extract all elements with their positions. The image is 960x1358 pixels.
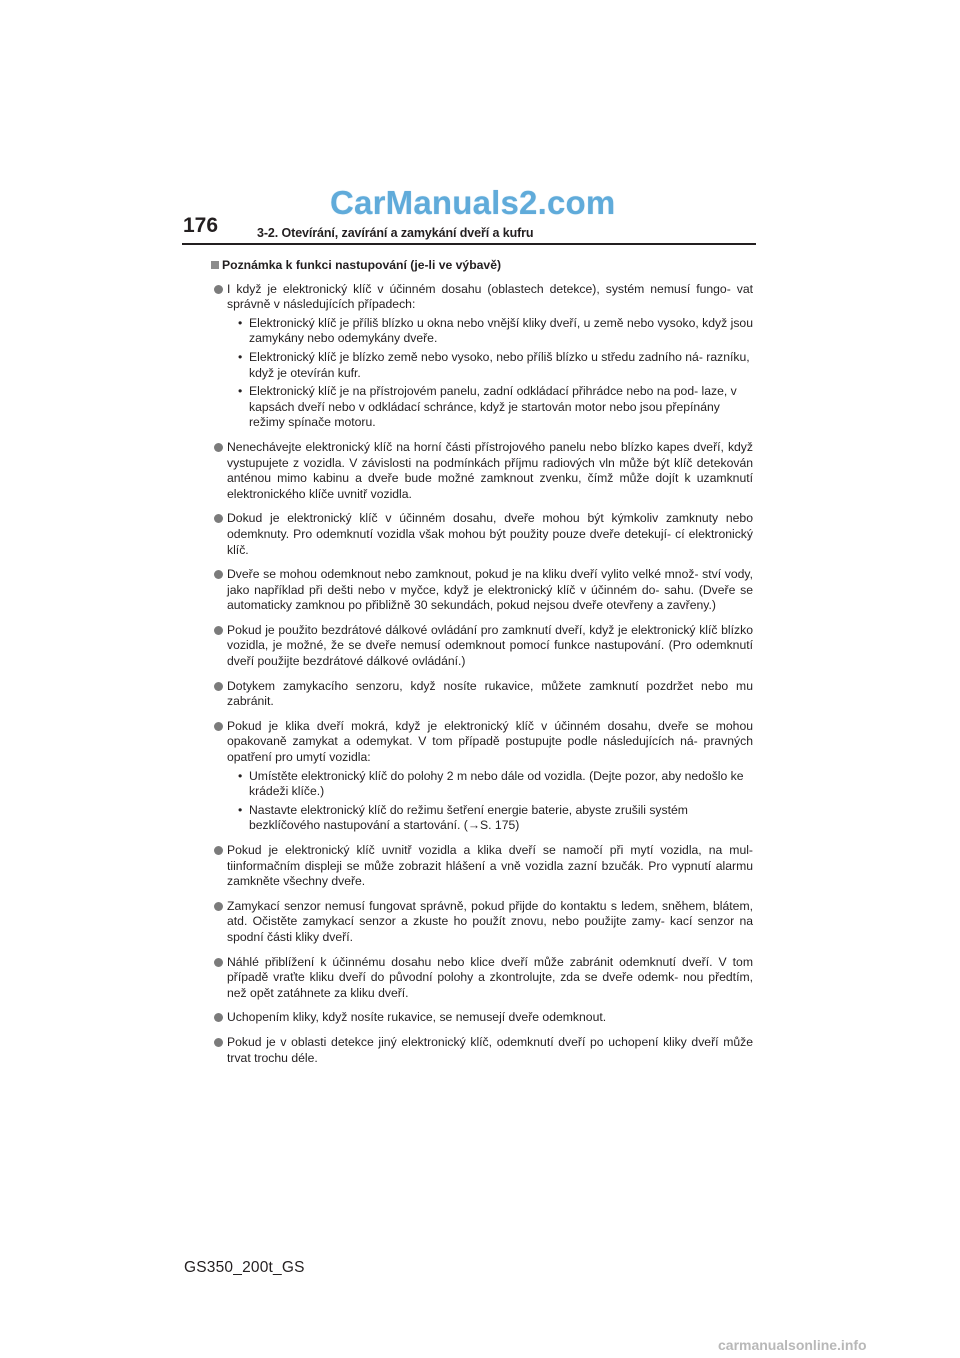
- list-item: [211, 623, 753, 670]
- list-item-text: Nenechávejte elektronický klíč na horní části přístrojového panelu nebo blízko kapes dveří, když vystupujete z vozidla. V závislosti na podmínkách příjmu radiových vln může být klíč detekován anténou mimo kabinu a dveře bude možné zamknout zvenku, čímž může dojít k uzamknutí elektronického klíče uvnitř vozidla.: [227, 439, 753, 501]
- list-item-text: Uchopením kliky, když nosíte rukavice, se nemusejí dveře odemknout.: [227, 1010, 607, 1025]
- note-heading-text: Poznámka k funkci nastupování (je-li ve výbavě): [222, 258, 502, 272]
- list-item-text: I když je elektronický klíč v účinném dosahu (oblastech detekce), systém nemusí fungo- vat správně v následujících případech:: [227, 281, 753, 312]
- sub-list-item: [227, 384, 753, 431]
- round-bullet-icon: [214, 626, 223, 635]
- sub-list-item-text: Elektronický klíč je blízko země nebo vysoko, nebo příliš blízko u středu zadního ná- razníku, když je otevírán kufr.: [249, 349, 750, 380]
- round-bullet-icon: [214, 514, 223, 523]
- small-bullet-icon: •: [238, 349, 243, 364]
- list-item: [211, 1010, 753, 1026]
- list-item: [211, 440, 753, 502]
- note-list: [211, 282, 753, 1067]
- header-divider: [182, 243, 756, 245]
- small-bullet-icon: •: [238, 802, 243, 817]
- sub-list-item-text: Umístěte elektronický klíč do polohy 2 m nebo dále od vozidla. (Dejte pozor, aby nedošlo ke krádeži klíče.): [249, 768, 744, 799]
- sub-list-item-text: Elektronický klíč je na přístrojovém panelu, zadní odkládací přihrádce nebo na pod- laze, v kapsách dveří nebo v odkládací schránce, když je startován motor nebo jsou přepínány režimy spínače motoru.: [249, 384, 737, 430]
- round-bullet-icon: [214, 285, 223, 294]
- page-number: 176: [183, 214, 219, 237]
- watermark-logo: CarManuals2.com: [330, 184, 616, 221]
- note-heading: [211, 258, 753, 274]
- round-bullet-icon: [214, 1038, 223, 1047]
- list-item-text: Pokud je elektronický klíč uvnitř vozidla a klika dveří se namočí při mytí vozidla, na mul- tiinformačním displeji se může zobrazit hlášení a vně vozidla zazní bzučák. Pro vypnutí alarmu zamkněte všechny dveře.: [227, 843, 753, 889]
- list-item: [211, 899, 753, 946]
- round-bullet-icon: [214, 902, 223, 911]
- round-bullet-icon: [214, 722, 223, 731]
- round-bullet-icon: [214, 570, 223, 579]
- list-item: [211, 955, 753, 1002]
- sub-list-item-text: Elektronický klíč je příliš blízko u okna nebo vnější kliky dveří, u země nebo vysoko, když jsou zamykány nebo odemykány dveře.: [249, 315, 753, 346]
- sub-list-item: [227, 350, 753, 381]
- list-item: [211, 567, 753, 614]
- square-bullet-icon: [211, 261, 219, 269]
- list-item-text: Pokud je klika dveří mokrá, když je elektronický klíč v účinném dosahu, dveře se mohou opakovaně zamykat a odemykat. V tom případě postupujte podle následujících ná- pravných opatření pro umytí vozidla:: [227, 718, 753, 765]
- round-bullet-icon: [214, 682, 223, 691]
- sub-list-item: [227, 769, 753, 800]
- round-bullet-icon: [214, 958, 223, 967]
- footer-model-code: GS350_200t_GS: [184, 1259, 305, 1276]
- list-item: [211, 1035, 753, 1066]
- list-item-text: Dotykem zamykacího senzoru, když nosíte rukavice, můžete zamknutí pozdržet nebo mu zabránit.: [227, 678, 753, 709]
- small-bullet-icon: •: [238, 384, 243, 399]
- list-item-text: Zamykací senzor nemusí fungovat správně, pokud přijde do kontaktu s ledem, sněhem, blátem, atd. Očistěte zamykací senzor a zkuste ho použít znovu, nebo použijte zamy- kací senzor na spodní části kliky dveří.: [227, 898, 753, 944]
- list-item-text: Dokud je elektronický klíč v účinném dosahu, dveře mohou být kýmkoliv zamknuty nebo odemknuty. Pro odemknutí vozidla však mohou být použity pouze dveře detekují- cí elektronický klíč.: [227, 511, 753, 557]
- sub-list-item-text: Nastavte elektronický klíč do režimu šetření energie baterie, abyste zrušili systém bezklíčového nastupování a startování. (→S. 175): [249, 802, 688, 833]
- list-item: [211, 843, 753, 890]
- list-item-text: Pokud je použito bezdrátové dálkové ovládání pro zamknutí dveří, když je elektronický klíč blízko vozidla, je možné, že se dveře nemusí odemknout pomocí funkce nastupování. (Pro odemknutí dveří použijte bezdrátové dálkové ovládání.): [227, 622, 753, 669]
- round-bullet-icon: [214, 846, 223, 855]
- round-bullet-icon: [214, 443, 223, 452]
- small-bullet-icon: •: [238, 768, 243, 783]
- list-item: [211, 282, 753, 431]
- sub-list-item: [227, 803, 753, 834]
- list-item: [211, 511, 753, 558]
- list-item-text: Dveře se mohou odemknout nebo zamknout, pokud je na kliku dveří vylito velké množ- ství vody, jako například při dešti nebo v myčce, když je elektronický klíč v účinném do- sahu. (Dveře se automaticky zamknou po přibližně 30 sekundách, pokud nejsou dveře otevřeny a zavřeny.): [227, 567, 753, 613]
- section-title: 3-2. Otevírání, zavírání a zamykání dveří a kufru: [257, 226, 534, 240]
- small-bullet-icon: •: [238, 315, 243, 330]
- list-item: [211, 719, 753, 834]
- list-item-text: Náhlé přiblížení k účinnému dosahu nebo klice dveří může zabránit odemknutí dveří. V tom případě vraťte kliku dveří do původní polohy a zkontrolujte, zda se dveře odemk- nou předtím, než opět zatáhnete za kliku dveří.: [227, 954, 753, 1000]
- content: [211, 258, 753, 1075]
- list-item-text: Pokud je v oblasti detekce jiný elektronický klíč, odemknutí dveří po uchopení kliky dveří může trvat trochu déle.: [227, 1034, 753, 1065]
- sub-list-item: [227, 316, 753, 347]
- list-item: [211, 679, 753, 710]
- round-bullet-icon: [214, 1013, 223, 1022]
- bottom-watermark: carmanualsonline.info: [718, 1337, 867, 1353]
